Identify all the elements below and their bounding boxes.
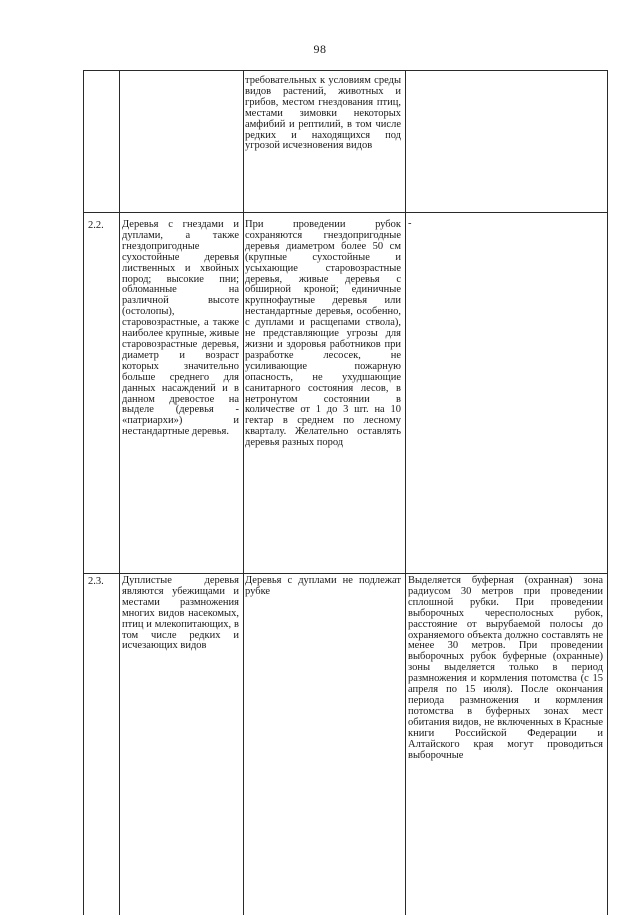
- row-3-measures: Выделяется буферная (охранная) зона радиусом 30 метров при проведении сплошной рубки. При проведении выборочных чересполосных рубок, расстояние от вырубаемой полосы до охраняемого объекта должно составлять не менее 30 метров. При проведении выборочных рубок буферные (охранные) зоны выделяется только в период размножения и кормления потомства (с 15 апреля по 15 июля). После окончания периода размножения и кормления потомства в буферных зонах мест обитания видов, не включенных в Красные книги Российской Федерации и Алтайского края могут проводиться выборочные: [408, 575, 603, 761]
- table-column-divider: [119, 70, 120, 915]
- row-3-requirement: Деревья с дуплами не подлежат рубке: [245, 575, 401, 597]
- row-1-requirement: требовательных к условиям среды видов растений, животных и грибов, местом гнездования птиц, местами зимовки некоторых амфибий и рептилий, в том числе редких и находящихся под угрозой исчезновения видов: [245, 75, 401, 152]
- row-2-requirement: При проведении рубок сохраняются гнездопригодные деревья диаметром более 50 см (крупные сухостойные и усыхающие старовозрастные деревья, живые деревья с обширной кроной; единичные крупнофаутные деревья или нестандартные деревья, особенно, с дуплами и расщепами ствола), не представляющие угрозы для жизни и здоровья работников при разработке лесосек, не усиливающие пожарную опасность, не ухудшающие санитарного состояния лесов, в нетронутом состоянии в количестве от 1 до 3 шт. на 10 гектар в среднем по лесному кварталу. Желательно оставлять деревья разных пород: [245, 219, 401, 449]
- requirements-table: [83, 70, 608, 915]
- row-2-measures: -: [408, 218, 412, 229]
- table-border-top: [83, 70, 608, 71]
- row-3-object: Дуплистые деревья являются убежищами и местами размножения многих видов насекомых, птиц и млекопитающих, в том числе редких и исчезающих видов: [122, 575, 239, 652]
- table-column-divider: [243, 70, 244, 915]
- row-2-number: 2.2.: [88, 220, 104, 231]
- table-row-divider: [83, 573, 608, 574]
- table-border-right: [607, 70, 608, 915]
- page-number: 98: [313, 42, 327, 56]
- table-row-divider: [83, 212, 608, 213]
- table-border-left: [83, 70, 84, 915]
- table-column-divider: [405, 70, 406, 915]
- row-2-object: Деревья с гнездами и дуплами, а также гнездопригодные сухостойные деревья лиственных и хвойных пород; высокие пни; обломанные на различной высоте (остолопы), старовозрастные, а также наиболее крупные, живые старовозрастные деревья, диаметр и возраст которых значительно больше среднего для данных насаждений и в данном древостое на выделе (деревья - «патриархи») и нестандартные деревья.: [122, 219, 239, 438]
- row-3-number: 2.3.: [88, 576, 104, 587]
